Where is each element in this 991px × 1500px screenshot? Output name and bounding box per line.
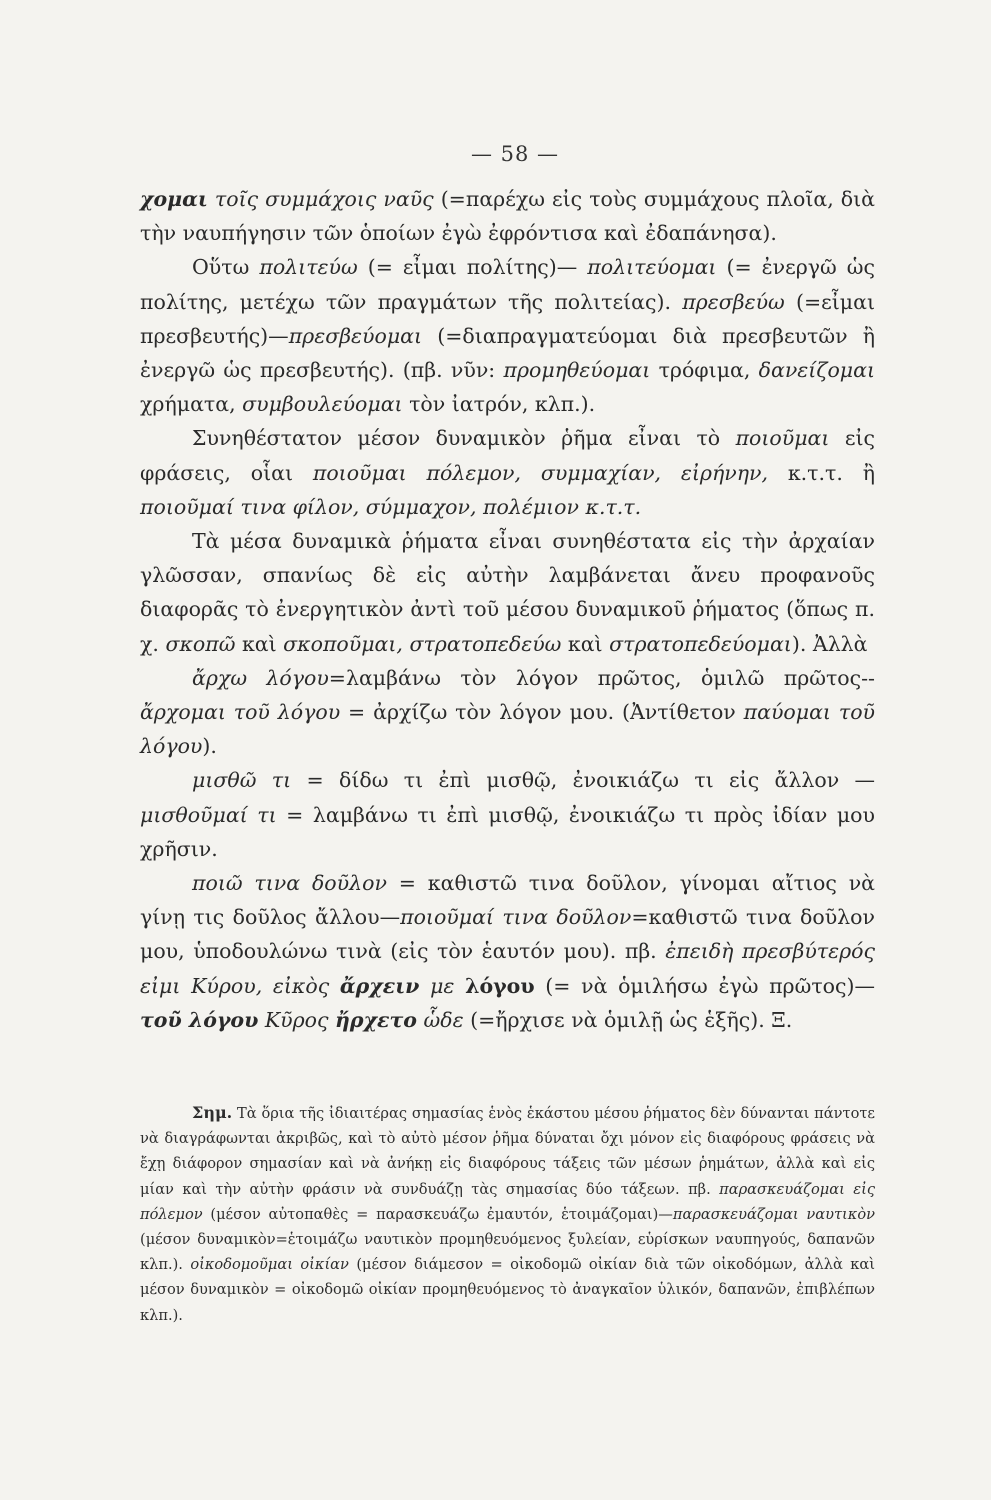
- paragraph-3: [140, 421, 875, 524]
- main-text: [140, 182, 875, 1037]
- text-run: καὶ: [561, 631, 610, 656]
- text-run: πολιτεύομαι: [587, 255, 717, 280]
- text-run: Τὰ μέσα δυναμικὰ ῥήματα εἶναι συνηθέστατα εἰς τὴν ἀρχαίαν γλῶσσαν, σπανίως δὲ εἰς αὐτὴν λαμβάνεται ἄνευ προφανοῦς διαφορᾶς τὸ ἐνεργητικὸν ἀντὶ τοῦ μέσου δυναμικοῦ ῥήματος (ὅπως π. χ.: [140, 529, 875, 656]
- paragraph-6: [140, 763, 875, 866]
- text-run: εἰς φράσεις, οἷαι: [140, 426, 876, 485]
- text-run: πρεσβεύω: [682, 289, 785, 314]
- text-run: = καθιστῶ τινα δοῦλον, γίνομαι αἴτιος νὰ γίνῃ τις δοῦλος ἄλλου—: [140, 871, 876, 930]
- text-run: τοῦ λόγου: [140, 1007, 259, 1032]
- text-run: οἰκοδομοῦμαι οἰκίαν: [190, 1256, 349, 1274]
- text-run: πρεσβεύομαι: [288, 323, 423, 348]
- text-run: χομαι: [140, 187, 208, 211]
- text-run: ποιῶ τινα δοῦλον: [192, 871, 387, 896]
- text-run: Κῦρος: [264, 1007, 329, 1032]
- text-run: =καθιστῶ τινα δοῦλον μου, ὑποδουλώνω τινὰ (εἰς τὸν ἑαυτόν μου). πβ.: [140, 905, 875, 964]
- text-run: τοῖς συμμάχοις ναῦς: [214, 187, 434, 211]
- text-run: [329, 974, 340, 998]
- text-run: [454, 974, 465, 998]
- paragraph-7: [140, 866, 875, 1037]
- text-run: ποιοῦμαί τινα φίλον, σύμμαχον, πολέμιον κ.τ.τ.: [140, 494, 642, 519]
- paragraph-1: [140, 182, 875, 250]
- text-run: κ.τ.τ. ἢ: [768, 460, 876, 485]
- text-run: Συνηθέστατον μέσον δυναμικὸν ῥῆμα εἶναι τὸ: [192, 426, 736, 451]
- text-run: (= νὰ ὁμιλήσω ἐγὼ πρῶτος)—: [534, 973, 875, 998]
- text-run: λόγου: [465, 973, 535, 998]
- text-run: συμβουλεύομαι: [242, 392, 403, 417]
- text-run: (=παρέχω εἰς τοὺς συμμάχους πλοῖα, διὰ τὴν ναυπήγησιν τῶν ὁποίων ἐγὼ ἐφρόντισα καὶ ἐδαπάνησα).: [140, 187, 875, 246]
- text-run: =λαμβάνω τὸν λόγον πρῶτος, ὁμιλῶ πρῶτος--: [328, 665, 875, 690]
- text-run: τρόφιμα,: [650, 358, 759, 383]
- paragraph-5: [140, 661, 875, 764]
- text-run: ἐπειδὴ πρεσβύτερός εἰμι Κύρου, εἰκὸς: [140, 939, 876, 998]
- text-run: = λαμβάνω τι ἐπὶ μισθῷ, ἐνοικιάζω τι πρὸς ἰδίαν μου χρῆσιν.: [140, 802, 875, 861]
- text-run: παύομαι τοῦ λόγου: [140, 700, 875, 759]
- text-run: [419, 974, 430, 998]
- text-run: (= εἶμαι πολίτης)—: [357, 255, 588, 280]
- text-run: καὶ: [235, 631, 284, 656]
- text-run: (=εἶμαι πρεσβευτής)—: [140, 289, 875, 348]
- text-run: προμηθεύομαι: [503, 358, 651, 383]
- text-run: μισθῶ τι: [192, 768, 292, 793]
- text-run: δανείζομαι: [758, 358, 875, 383]
- text-run: = ἀρχίζω τὸν λόγον μου. (Ἀντίθετον: [340, 700, 744, 725]
- text-run: Τὰ ὅρια τῆς ἰδιαιτέρας σημασίας ἑνὸς ἑκάστου μέσου ῥήματος δὲν δύνανται πάντοτε νὰ διαγράφωνται ἀκριβῶς, καὶ τὸ αὐτὸ μέσον ῥῆμα δύναται ὄχι μόνον εἰς διαφόρους φράσεις νὰ ἔχῃ διάφορον σημασίαν καὶ νὰ ἀνήκῃ εἰς διαφόρους τάξεις τῶν μέσων ῥημάτων, ἀλλὰ καὶ εἰς μίαν καὶ τὴν αὐτὴν φράσιν νὰ συνδυάζῃ τὰς σημασίας δύο τάξεων. πβ.: [140, 1105, 875, 1198]
- text-run: σκοποῦμαι, στρατοπεδεύω: [283, 631, 562, 656]
- text-run: μισθοῦμαί τι: [140, 802, 277, 827]
- text-run: ὧδε: [423, 1007, 464, 1032]
- text-run: στρατοπεδεύομαι: [609, 631, 792, 656]
- text-run: (= ἐνεργῶ ὡς πολίτης, μετέχω τῶν πραγμάτων τῆς πολιτείας).: [140, 255, 875, 314]
- text-run: παρασκευάζομαι ναυτικὸν: [672, 1205, 875, 1223]
- text-run: ). Ἀλλὰ: [791, 631, 868, 656]
- text-run: (μέσον αὐτοπαθὲς = παρασκευάζω ἐμαυτόν, ἑτοιμάζομαι)—: [202, 1205, 673, 1223]
- paragraph-2: [140, 250, 875, 421]
- text-run: ποιοῦμαι πόλεμον, συμμαχίαν, εἰρήνην,: [312, 460, 768, 485]
- note-paragraph: [140, 1100, 875, 1328]
- text-run: (μέσον δυναμικὸν=ἑτοιμάζω ναυτικὸν προμηθευόμενος ξυλείαν, εὑρίσκων ναυπηγούς, δαπανῶν κλπ.).: [140, 1231, 875, 1274]
- text-run: σκοπῶ: [165, 631, 236, 656]
- text-run: (μέσον διάμεσον = οἰκοδομῶ οἰκίαν διὰ τῶν οἰκοδόμων, ἀλλὰ καὶ μέσον δυναμικὸν = οἰκοδομῶ οἰκίαν προμηθευόμενος τὸ ἀναγκαῖον ὑλικόν, δαπανῶν, ἐπιβλέπων κλπ.).: [140, 1256, 875, 1324]
- text-run: ἄρχομαι τοῦ λόγου: [140, 700, 341, 725]
- text-run: (=διαπραγματεύομαι διὰ πρεσβευτῶν ἢ ἐνεργῶ ὡς πρεσβευτής). (πβ. νῦν:: [140, 323, 875, 383]
- text-run: ἄρχω λόγου: [192, 665, 329, 690]
- text-run: = δίδω τι ἐπὶ μισθῷ, ἐνοικιάζω τι εἰς ἄλλον —: [291, 768, 875, 793]
- text-run: πολιτεύω: [259, 255, 358, 280]
- text-run: ποιοῦμαι: [735, 426, 830, 451]
- text-run: παρασκευάζομαι εἰς πόλεμον: [140, 1180, 875, 1223]
- text-run: με: [430, 973, 455, 998]
- text-run: Σημ.: [192, 1103, 233, 1122]
- page-number: — 58 —: [470, 142, 560, 166]
- footnote: [140, 1100, 875, 1328]
- text-run: [208, 187, 215, 211]
- text-run: Οὕτω: [192, 255, 260, 280]
- text-run: ποιοῦμαί τινα δοῦλον: [400, 905, 632, 930]
- text-run: τὸν ἰατρόν, κλπ.).: [402, 392, 596, 417]
- text-run: ἄρχειν: [339, 973, 420, 998]
- text-run: ).: [202, 734, 217, 759]
- text-run: ἤρχετο: [335, 1007, 417, 1032]
- text-run: χρήματα,: [140, 392, 243, 417]
- paragraph-4: [140, 524, 875, 661]
- text-run: (=ἤρχισε νὰ ὁμιλῇ ὡς ἑξῆς). Ξ.: [463, 1007, 793, 1032]
